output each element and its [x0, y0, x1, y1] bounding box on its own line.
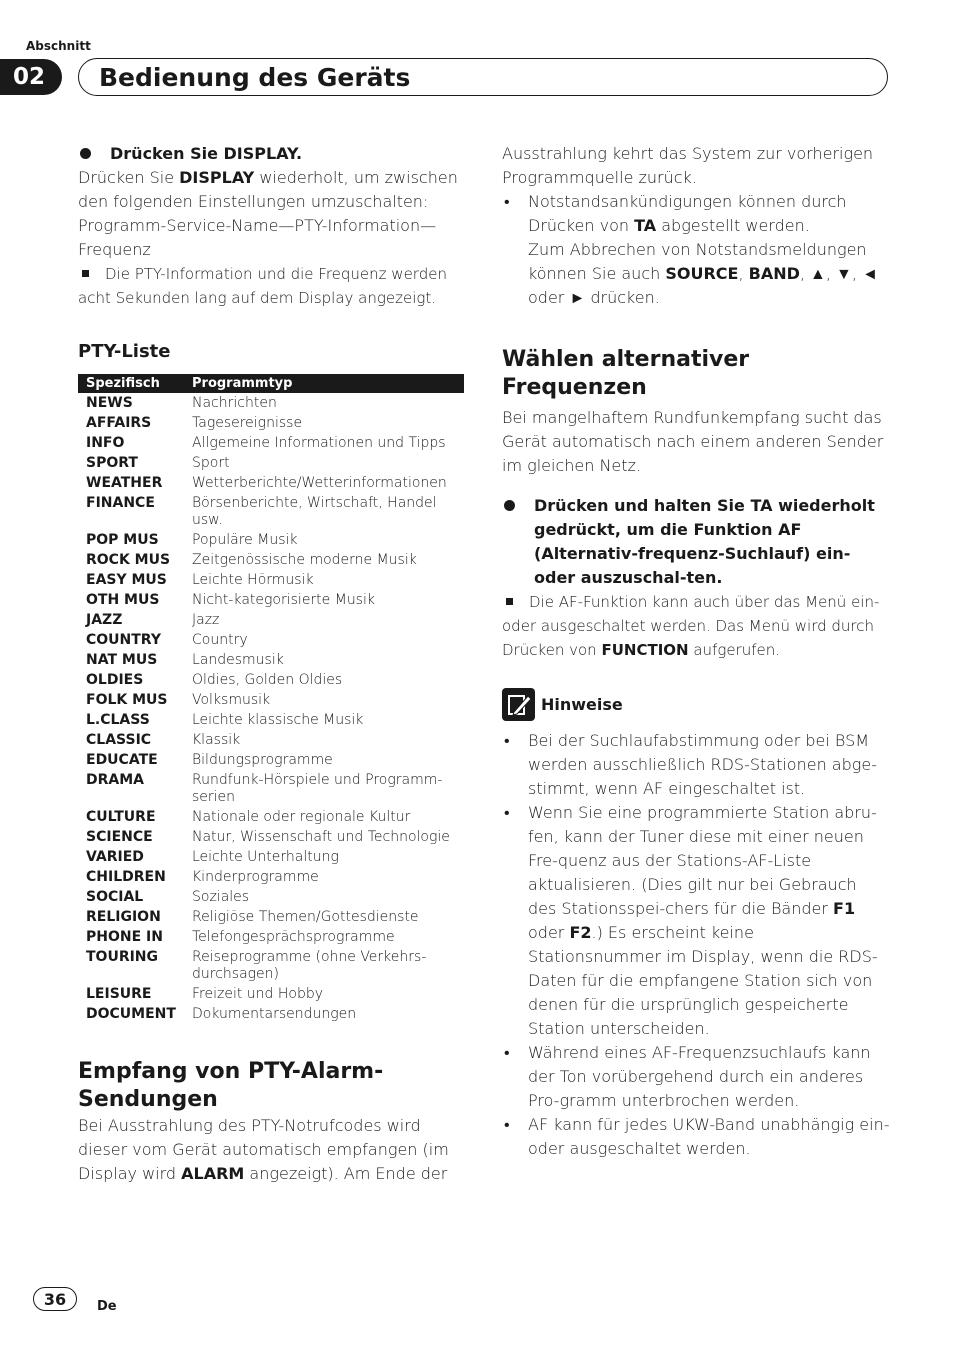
pty-code: EDUCATE [86, 751, 158, 768]
table-row [78, 867, 464, 887]
pty-header-type: Programmtyp [184, 374, 464, 393]
pty-code: FINANCE [86, 494, 155, 511]
pty-type: Country [192, 631, 248, 648]
table-row [78, 710, 464, 730]
pty-type: Leichte klassische Musik [192, 711, 364, 728]
pty-type: Nationale oder regionale Kultur [192, 808, 411, 825]
table-row [78, 610, 464, 630]
table-row [78, 453, 464, 473]
hinweise-header [502, 688, 890, 721]
pty-code: NAT MUS [86, 651, 158, 668]
table-row [78, 847, 464, 867]
pty-code: TOURING [86, 948, 159, 965]
table-row [78, 473, 464, 493]
list-item: • Wenn Sie eine programmierte Station abru-fen, kann der Tuner diese mit einer neuen Fre-quenz aus der Stations-AF-Liste aktualisieren. (Dies gilt nur bei Gebrauch des Stationsspei-chers für die Bänder F1 oder F2.) Es erscheint keine Stationsnummer im Display, wenn die RDS-Daten für die empfangene Station sich von denen für die ursprünglich gespeicherte Station unterscheiden. [502, 801, 890, 1041]
table-row [78, 630, 464, 650]
pty-code: DOCUMENT [86, 1005, 176, 1022]
pty-type: Volksmusik [192, 691, 271, 708]
continued-paragraph: Ausstrahlung kehrt das System zur vorherigen Programmquelle zurück. [502, 144, 874, 187]
pty-code: ROCK MUS [86, 551, 171, 568]
table-row [78, 493, 464, 530]
pty-code: L.CLASS [86, 711, 150, 728]
table-row [78, 907, 464, 927]
pty-type: Bildungsprogramme [192, 751, 333, 768]
table-row [78, 413, 464, 433]
pty-code: CLASSIC [86, 731, 152, 748]
pty-code: INFO [86, 434, 125, 451]
table-row [78, 690, 464, 710]
table-row [78, 670, 464, 690]
pty-type: Natur, Wissenschaft und Technologie [192, 828, 450, 845]
table-row [78, 827, 464, 847]
pty-type: Landesmusik [192, 651, 284, 668]
table-row [78, 770, 464, 807]
table-row [78, 433, 464, 453]
table-row [78, 393, 464, 413]
pty-type: Nachrichten [192, 394, 277, 411]
note-pty-info: Die PTY-Information und die Frequenz werden acht Sekunden lang auf dem Display angezeigt. [78, 265, 447, 307]
pty-code: CULTURE [86, 808, 156, 825]
pty-type: Rundfunk-Hörspiele und Programm-serien [192, 771, 443, 805]
pty-code: OLDIES [86, 671, 144, 688]
language-code: De [97, 1299, 117, 1314]
alarm-paragraph: Bei Ausstrahlung des PTY-Notrufcodes wird dieser vom Gerät automatisch empfangen (im Display wird ALARM angezeigt). Am Ende der [78, 1116, 449, 1183]
pty-type: Reiseprogramme (ohne Verkehrs-durchsagen) [192, 948, 427, 982]
pty-type: Dokumentarsendungen [192, 1005, 357, 1022]
pty-type: Soziales [192, 888, 250, 905]
pty-type: Allgemeine Informationen und Tipps [192, 434, 446, 451]
pty-code: VARIED [86, 848, 144, 865]
list-item: • Notstandsankündigungen können durch Drücken von TA abgestellt werden. Zum Abbrechen von Notstandsmeldungen können Sie auch SOURCE, BAND, ▲, ▼, ◄ oder ► drücken. [502, 190, 890, 310]
chapter-number-badge: 02 [0, 59, 62, 95]
right-column [502, 142, 890, 1161]
pty-type: Freizeit und Hobby [192, 985, 324, 1002]
note-square-icon [506, 598, 513, 605]
step-display: Drücken Sie DISPLAY. [78, 142, 466, 166]
step-bullet-icon [80, 148, 91, 159]
af-paragraph: Bei mangelhaftem Rundfunkempfang sucht das Gerät automatisch nach einem anderen Sender im gleichen Netz. [502, 408, 884, 475]
table-row [78, 570, 464, 590]
pty-code: CHILDREN [86, 868, 166, 885]
pty-type: Leichte Unterhaltung [192, 848, 339, 865]
pty-code: FOLK MUS [86, 691, 168, 708]
pty-type: Wetterberichte/Wetterinformationen [192, 474, 447, 491]
list-item: • Während eines AF-Frequenzsuchlaufs kann der Ton vorübergehend durch ein anderes Pro-gramm unterbrochen werden. [502, 1041, 890, 1113]
pty-type: Tagesereignisse [192, 414, 303, 431]
pty-type: Kinderprogramme [192, 868, 319, 885]
pty-type: Jazz [192, 611, 220, 628]
table-row [78, 1004, 464, 1024]
pty-code: COUNTRY [86, 631, 161, 648]
pty-code: SPORT [86, 454, 138, 471]
chapter-title-box [78, 58, 888, 96]
list-item: • AF kann für jedes UKW-Band unabhängig ein- oder ausgeschaltet werden. [502, 1113, 890, 1161]
step-af: Drücken und halten Sie TA wiederholt gedrückt, um die Funktion AF (Alternativ-frequenz-Suchlauf) ein- oder auszuschal-ten. [502, 494, 890, 590]
pty-code: SOCIAL [86, 888, 144, 905]
table-row [78, 947, 464, 984]
pty-code: SCIENCE [86, 828, 153, 845]
page-number: 36 [33, 1287, 77, 1311]
pty-type: Klassik [192, 731, 241, 748]
alarm-heading: Empfang von PTY-Alarm-Sendungen [78, 1059, 384, 1112]
pty-list-heading: PTY-Liste [78, 341, 171, 362]
table-row [78, 927, 464, 947]
pty-code: EASY MUS [86, 571, 167, 588]
table-row [78, 730, 464, 750]
pty-code: LEISURE [86, 985, 152, 1002]
pty-type: Oldies, Golden Oldies [192, 671, 343, 688]
pty-type: Religiöse Themen/Gottesdienste [192, 908, 419, 925]
pty-table-header [78, 374, 464, 393]
display-sequence: Programm-Service-Name—PTY-Information—Frequenz [78, 216, 437, 259]
hinweise-bullets [502, 729, 890, 1161]
table-row [78, 530, 464, 550]
hinweise-label: Hinweise [541, 694, 623, 714]
table-row [78, 590, 464, 610]
table-row [78, 750, 464, 770]
pty-header-code: Spezifisch [78, 374, 184, 393]
pty-type: Nicht-kategorisierte Musik [192, 591, 375, 608]
pty-type: Börsenberichte, Wirtschaft, Handel usw. [192, 494, 437, 528]
table-row [78, 650, 464, 670]
list-item: • Bei der Suchlaufabstimmung oder bei BSM werden ausschließlich RDS-Stationen abge-stimmt, wenn AF eingeschaltet ist. [502, 729, 890, 801]
section-label: Abschnitt [26, 39, 91, 53]
pencil-note-icon [502, 688, 535, 721]
pty-code: DRAMA [86, 771, 145, 788]
pty-type: Telefongesprächsprogramme [192, 928, 395, 945]
chapter-title: Bedienung des Geräts [99, 62, 411, 92]
pty-type: Zeitgenössische moderne Musik [192, 551, 417, 568]
pty-code: POP MUS [86, 531, 159, 548]
left-column [78, 142, 466, 1186]
emergency-bullets [502, 190, 890, 310]
table-row [78, 550, 464, 570]
table-row [78, 807, 464, 827]
pty-code: JAZZ [86, 611, 123, 628]
step-bullet-icon [504, 500, 515, 511]
pty-code: PHONE IN [86, 928, 163, 945]
pty-code: OTH MUS [86, 591, 160, 608]
af-heading: Wählen alternativer Frequenzen [502, 347, 750, 400]
pty-code: NEWS [86, 394, 133, 411]
pty-type: Sport [192, 454, 230, 471]
display-paragraph: Drücken Sie DISPLAY wiederholt, um zwischen den folgenden Einstellungen umzuschalten: [78, 168, 458, 211]
table-row [78, 887, 464, 907]
pty-code: AFFAIRS [86, 414, 152, 431]
note-square-icon [82, 270, 89, 277]
pty-type: Populäre Musik [192, 531, 298, 548]
table-row [78, 984, 464, 1004]
pty-code: RELIGION [86, 908, 161, 925]
pty-code: WEATHER [86, 474, 163, 491]
pty-type: Leichte Hörmusik [192, 571, 314, 588]
note-af-menu: Die AF-Funktion kann auch über das Menü ein- oder ausgeschaltet werden. Das Menü wird durch Drücken von FUNCTION aufgerufen. [502, 593, 880, 659]
pty-table [78, 374, 464, 1024]
